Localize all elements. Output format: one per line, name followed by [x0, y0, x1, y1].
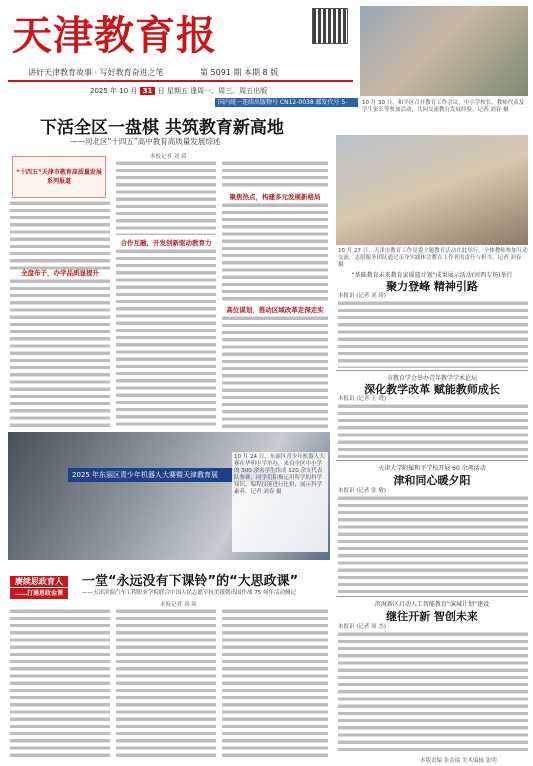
article-body-3 — [338, 495, 528, 593]
lead-column-3c — [222, 315, 328, 428]
article-dateline-4: 本报讯 (记者 周 杰) — [338, 624, 387, 630]
lead-section-3: 聚焦热点，构建多元发展新格局 — [229, 193, 321, 201]
event-photo-right — [336, 135, 528, 245]
feature-column-2 — [116, 608, 216, 758]
feature-column-1 — [10, 608, 110, 758]
article-kicker-2: 市教育学会举办青年教学学术论坛 — [386, 375, 477, 382]
feature-byline: 本报记者 刘 琦 — [160, 602, 197, 608]
article-body-2 — [338, 403, 528, 458]
lead-section-1: 全盘布子，办学品质显提升 — [21, 269, 99, 277]
masthead-slogan: 讲好天津教育故事 · 写好教育奋进之笔 — [28, 68, 164, 77]
article-headline-3: 津和同心暖夕阳 — [393, 474, 471, 487]
lead-column-2 — [116, 160, 216, 235]
banner-sign: 2025 年东丽区青少年机器人大赛暨天津教育展 — [68, 468, 276, 482]
lead-column-2b — [116, 248, 216, 428]
qr-code-icon — [312, 8, 348, 44]
lead-byline: 本报记者 刘 琦 — [150, 154, 187, 160]
article-kicker-1: “基础教育未来教育家摇篮计划”成果展示活动(河西专场)举行 — [351, 272, 513, 279]
feature-tag-2: ……打通思政金课 — [10, 588, 68, 599]
series-box — [12, 156, 106, 198]
lead-column-3b — [222, 202, 328, 302]
day-badge: 31 — [140, 87, 156, 95]
right-photo-caption: 10 月 27 日，天津市教育工作党委主题教育活动在此举行，全体教师参加互动交流，志愿服务团队通过亲身实践体会教育工作者的责任与担当。记者 刘春 摄 — [338, 248, 528, 268]
article-kicker-4: 滨海新区启动人工智能教育“演城计划”建设 — [374, 601, 490, 608]
banner-photo-caption: 10 月 24 日，东丽区青少年机器人大赛在华明中学举办，来自全区中小学的 300 余名学生组成 120 余支代表队参赛，同学们积极运用所学的科学知识、编程技能进行比拼，展示科学素养。记者 刘春 摄 — [232, 452, 328, 552]
article-body-1 — [338, 300, 528, 368]
lead-subhead: ——河北区“十四五”高中教育高质量发展综述 — [70, 137, 221, 146]
lead-column-3 — [222, 160, 328, 190]
article-headline-2: 深化教学改革 赋能教师成长 — [364, 383, 500, 396]
article-headline-1: 聚力登峰 精神引路 — [386, 280, 478, 293]
lead-section-4: 高位谋划，推动区域改革走深走实 — [226, 306, 324, 314]
feature-headline: 一堂“永远没有下课铃”的“大思政课” — [82, 574, 299, 589]
lead-column-1b — [10, 278, 110, 428]
series-box-title: “十四五”天津市教育高质量发展系列报道 — [16, 169, 102, 185]
issue-number: 第 5091 期 本期 8 版 — [200, 68, 279, 77]
page-footer-editors: 本版责编 张金瑞 美术编辑 张明 — [420, 758, 497, 764]
masthead-divider — [8, 80, 353, 82]
article-dateline-2: 本报讯 (记者 王 晓) — [338, 396, 387, 402]
event-photo-top — [360, 6, 528, 96]
article-dateline-1: 本报讯 (记者 刘 琦) — [338, 293, 387, 299]
article-dateline-3: 本报讯 (记者 张 敏) — [338, 488, 387, 494]
publication-code-bar: 国内统一连续出版物号 CN12-0038 邮发代号 5-4041 — [215, 98, 358, 107]
date-line: 2025 年 10 月 31 日 星期五 逢周一、周三、周五出版 — [90, 87, 268, 95]
article-kicker-3: 天津大学附属和平学校开展 60 余项活动 — [378, 465, 486, 472]
feature-subhead: ——天津滨海汽车工程职业学院联合中国人民志愿军抗美援朝出国作战 75 周年活动侧记 — [82, 590, 296, 596]
divider-1 — [336, 370, 528, 371]
article-headline-4: 继往开新 智创未来 — [386, 610, 478, 623]
newspaper-title: 天津教育报 — [12, 12, 217, 59]
lead-section-2: 合作互融，开发创新驱动教育力 — [120, 239, 212, 247]
feature-column-3 — [222, 608, 328, 758]
divider-3 — [336, 596, 528, 597]
article-body-4 — [338, 631, 528, 751]
feature-tag-1: 赓续思政育人 — [10, 576, 68, 587]
top-photo-caption: 10 月 30 日，和平区召开教育工作会议，中小学校长、教师代表及学生家长等参加活动，共同交流教育发展经验。记者 刘春 摄 — [362, 100, 525, 113]
lead-column-1 — [10, 200, 110, 270]
lead-headline: 下活全区一盘棋 共筑教育新高地 — [40, 118, 284, 138]
divider-2 — [336, 460, 528, 461]
